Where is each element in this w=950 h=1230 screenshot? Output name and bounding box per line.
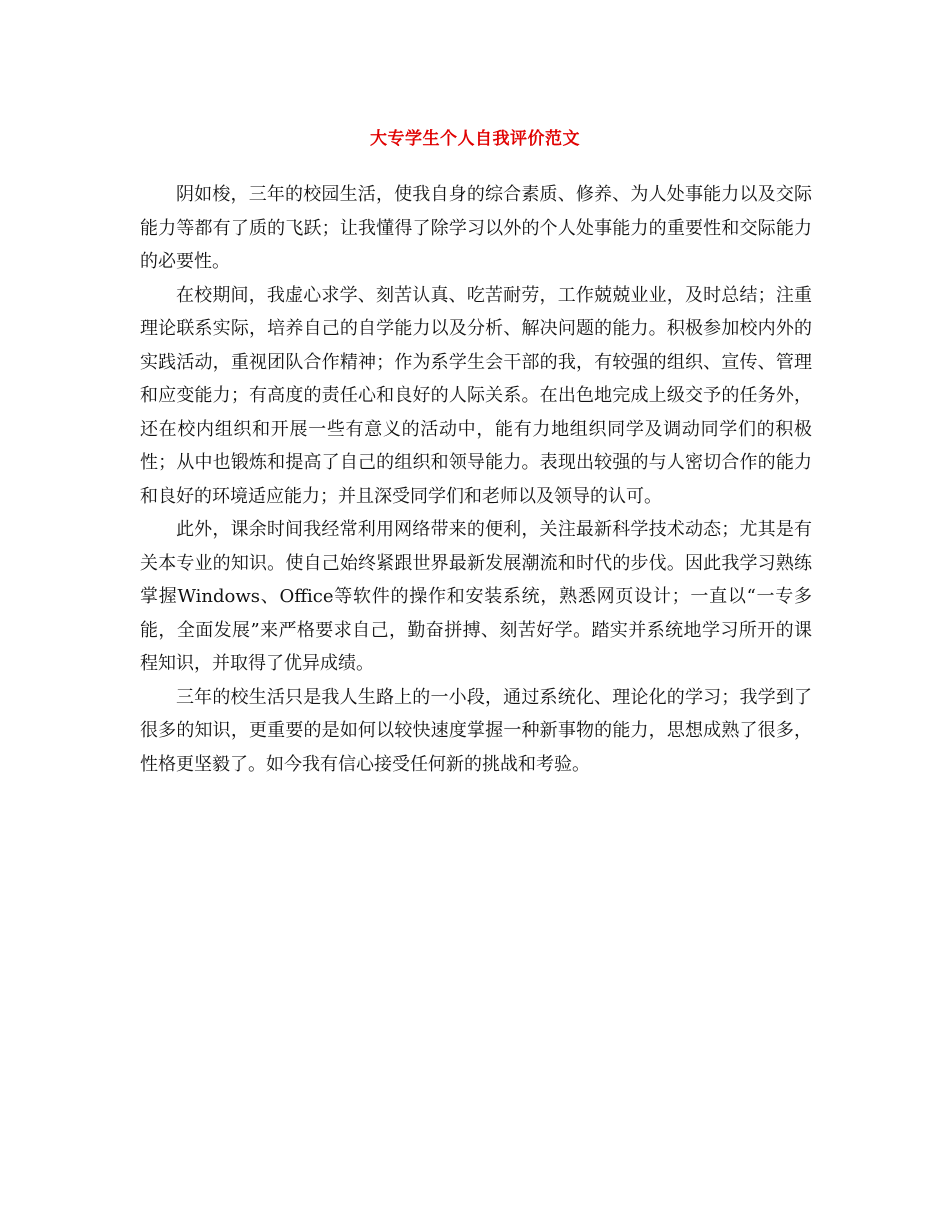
document-title: 大专学生个人自我评价范文 <box>370 129 580 149</box>
paragraph-3: 此外，课余时间我经常利用网络带来的便利，关注最新科学技术动态；尤其是有关本专业的知识。使自己始终紧跟世界最新发展潮流和时代的步伐。因此我学习熟练掌握Windows、Office等软件的操作和安装系统，熟悉网页设计；一直以“一专多能，全面发展”来严格要求自己，勤奋拼搏、刻苦好学。踏实并系统地学习所开的课程知识，并取得了优异成绩。 <box>140 519 812 674</box>
paragraph-1: 阴如梭，三年的校园生活，使我自身的综合素质、修养、为人处事能力以及交际能力等都有了质的飞跃；让我懂得了除学习以外的个人处事能力的重要性和交际能力的必要性。 <box>140 184 812 272</box>
document-body <box>140 178 812 781</box>
paragraph-2: 在校期间，我虚心求学、刻苦认真、吃苦耐劳，工作兢兢业业，及时总结；注重理论联系实际，培养自己的自学能力以及分析、解决问题的能力。积极参加校内外的实践活动，重视团队合作精神；作为系学生会干部的我，有较强的组织、宣传、管理和应变能力；有高度的责任心和良好的人际关系。在出色地完成上级交予的任务外，还在校内组织和开展一些有意义的活动中，能有力地组织同学及调动同学们的积极性；从中也锻炼和提高了自己的组织和领导能力。表现出较强的与人密切合作的能力和良好的环境适应能力；并且深受同学们和老师以及领导的认可。 <box>140 284 812 507</box>
paragraph-4: 三年的校生活只是我人生路上的一小段，通过系统化、理论化的学习；我学到了很多的知识，更重要的是如何以较快速度掌握一种新事物的能力，思想成熟了很多，性格更坚毅了。如今我有信心接受任何新的挑战和考验。 <box>140 686 812 775</box>
